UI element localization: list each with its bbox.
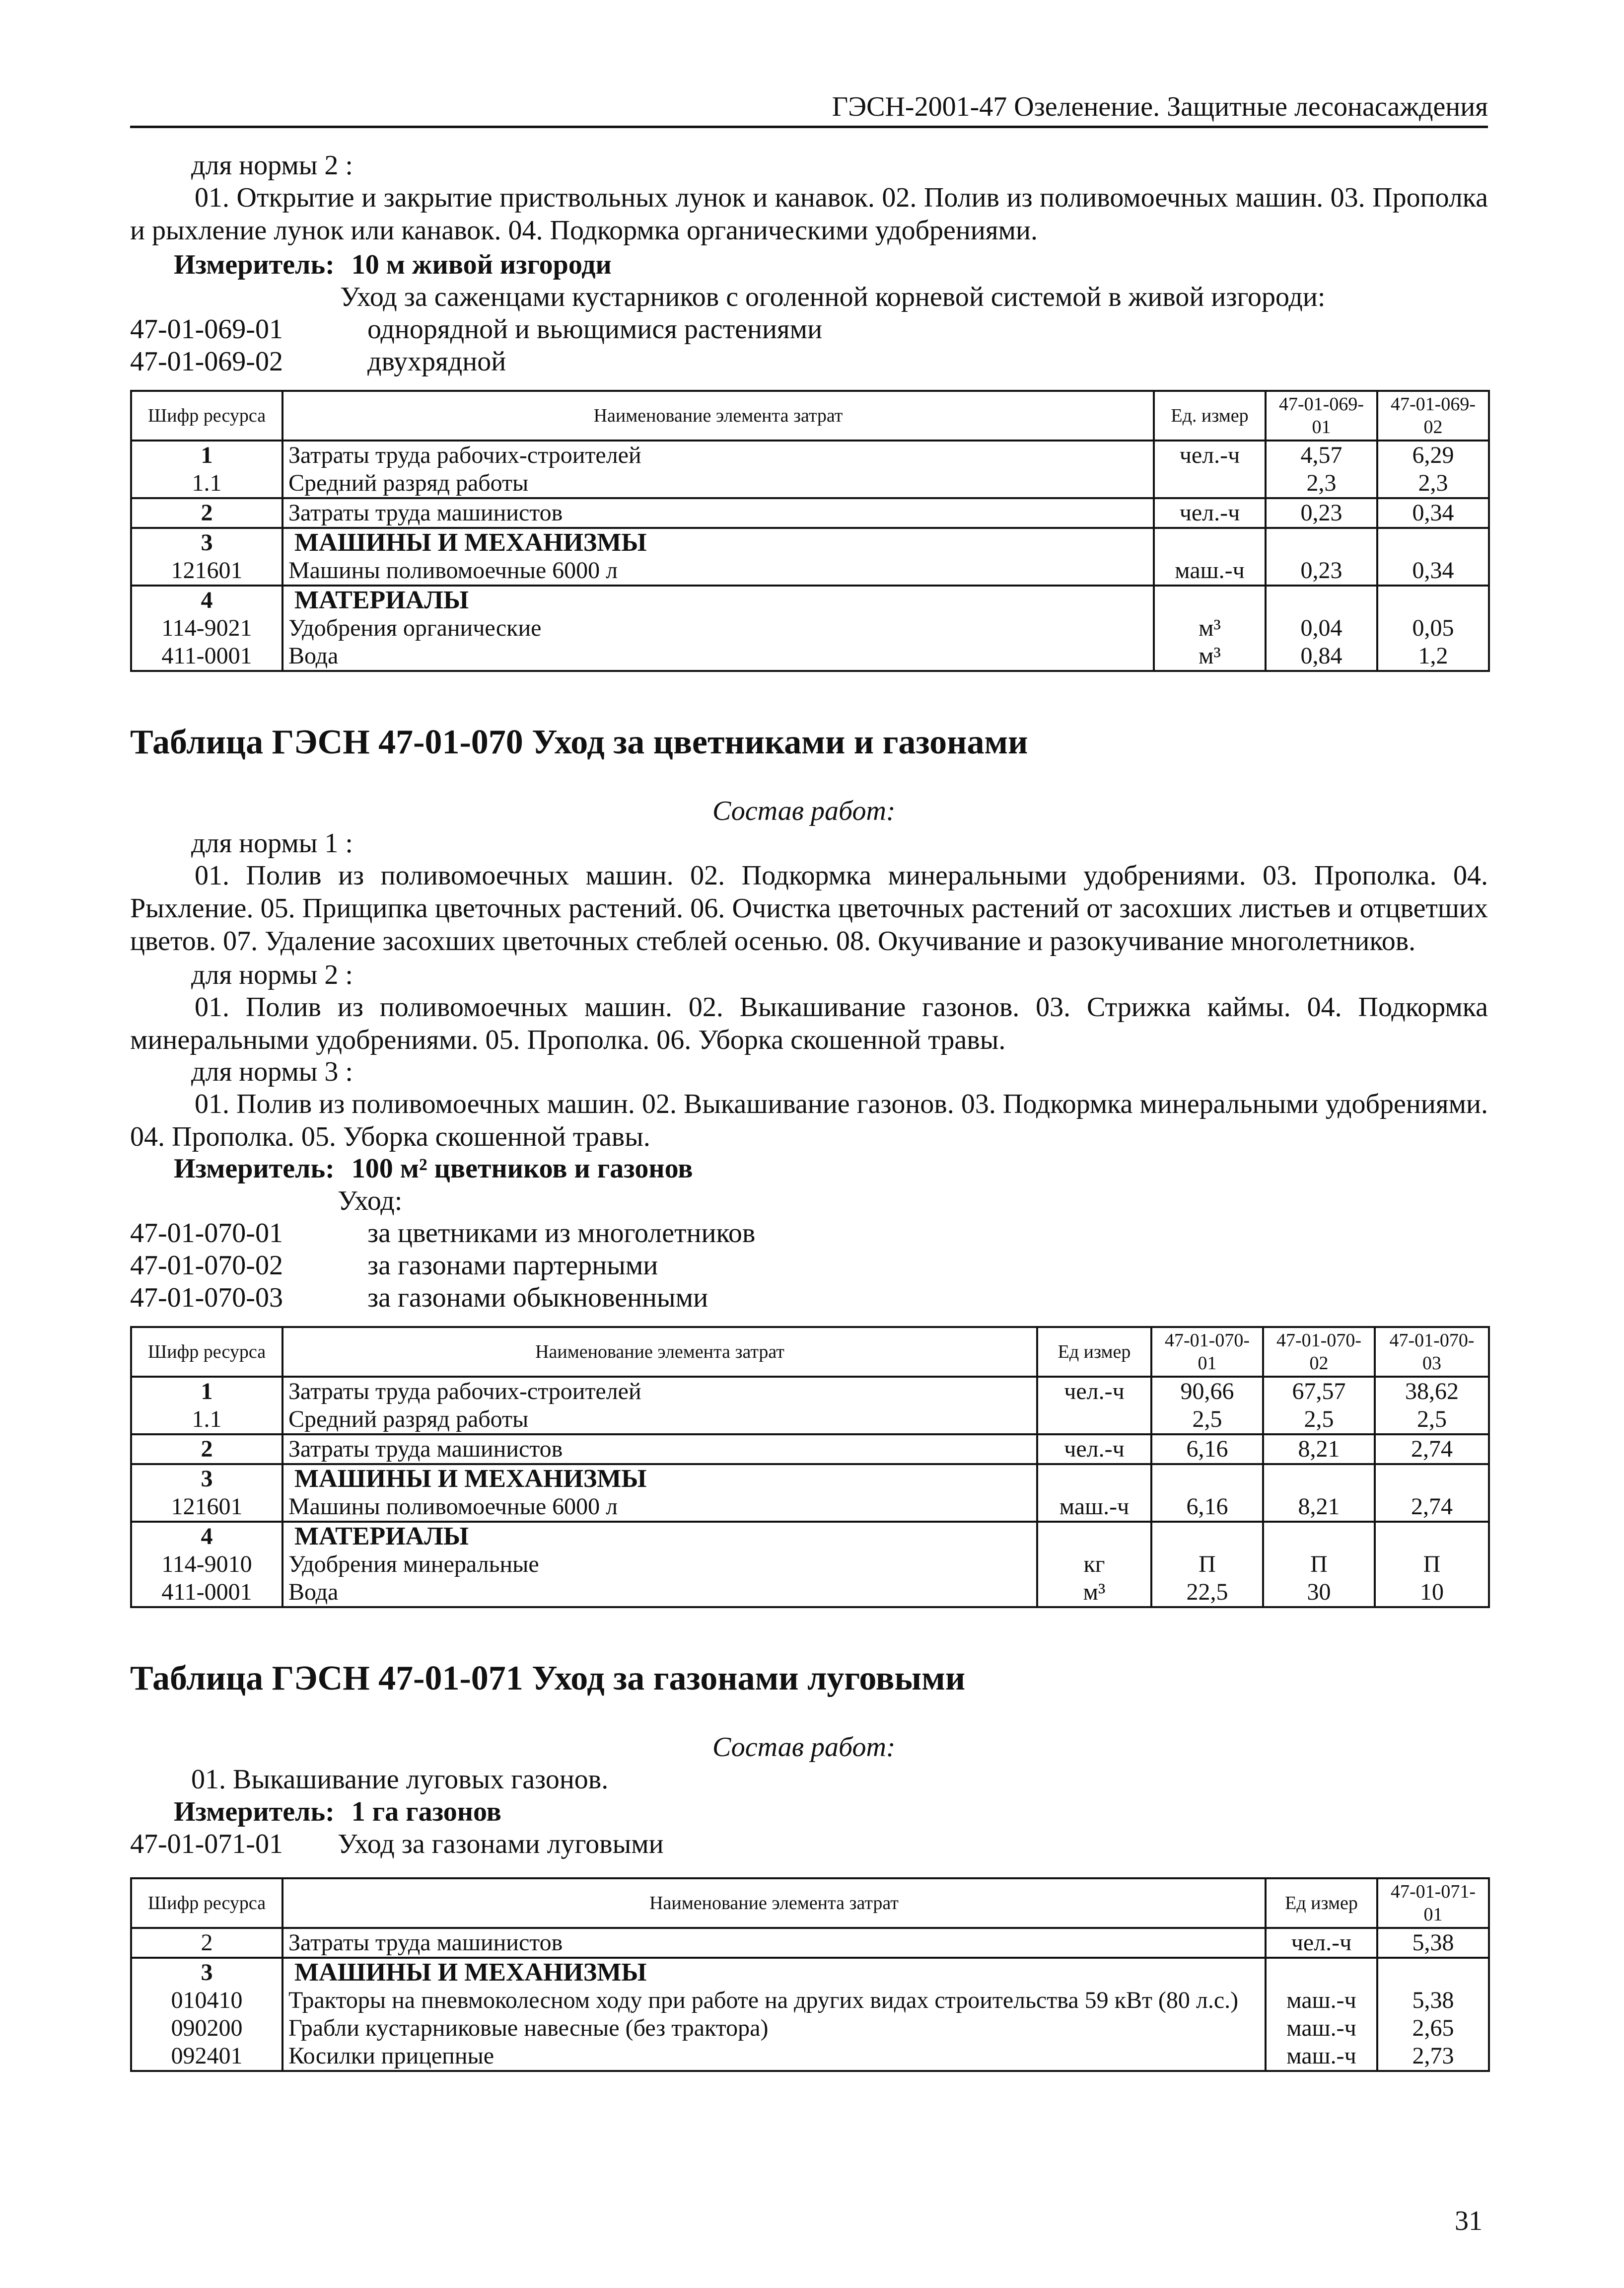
measure-line [174, 1152, 693, 1185]
works-text: 01. Полив из поливомоечных машин. 02. Выкашивание газонов. 03. Стрижка каймы. 04. Подкормка минеральными удобрениями. 05. Прополка. 06. Уборка скошенной травы. [130, 992, 1488, 1055]
cell-name: Машины поливомоечные 6000 л [282, 557, 1154, 586]
code-text: за газонами партерными [367, 1250, 658, 1281]
table-row [131, 557, 1489, 586]
cell-code: 411-0001 [131, 642, 282, 671]
cell-value: 0,84 [1266, 642, 1377, 671]
cell-name: Средний разряд работы [282, 469, 1154, 498]
table-row [131, 498, 1489, 528]
table-row [131, 1987, 1489, 2014]
cell-code: 2 [131, 498, 282, 528]
table-row [131, 1493, 1489, 1522]
cell-code: 1 [131, 441, 282, 469]
works-text: 01. Открытие и закрытие приствольных лунок и канавок. 02. Полив из поливомоечных машин. 03. Прополка и рыхление лунок или канавок. 04. Подкормка органическими удобрениями. [130, 182, 1488, 246]
header-cell: Шифр ресурса [131, 1327, 282, 1377]
cell-unit: м³ [1154, 642, 1266, 671]
code-text: за газонами обыкновенными [367, 1282, 708, 1313]
cell-value: 2,3 [1377, 469, 1489, 498]
cell-value: 0,23 [1266, 498, 1377, 528]
norm-label: для нормы 2 : [191, 959, 353, 990]
cell-value: 2,73 [1377, 2042, 1489, 2071]
cell-unit: маш.-ч [1266, 2042, 1377, 2071]
header-cell: Ед измер [1266, 1878, 1377, 1928]
cell-value: 5,38 [1377, 1987, 1489, 2014]
cell-value: 67,57 [1263, 1377, 1375, 1405]
cell-code: 411-0001 [131, 1578, 282, 1607]
header-cell: Наименование элемента затрат [282, 1878, 1266, 1928]
cell-code: 1.1 [131, 1405, 282, 1434]
cell-code: 114-9021 [131, 614, 282, 642]
header-cell: Наименование элемента затрат [282, 391, 1154, 441]
cell-unit: чел.-ч [1037, 1377, 1151, 1405]
cell-value: 6,29 [1377, 441, 1489, 469]
header-text: ГЭСН-2001-47 Озеленение. Защитные лесонасаждения [832, 91, 1488, 122]
measure-line [174, 1795, 501, 1828]
header-cell: Наименование элемента затрат [282, 1327, 1037, 1377]
norm-label: для нормы 2 : [191, 150, 353, 181]
cell-name: Затраты труда машинистов [282, 1434, 1037, 1464]
table-header-row [131, 391, 1489, 441]
cell-code: 4 [131, 586, 282, 614]
cell-value: П [1375, 1550, 1489, 1578]
cell-name: Средний разряд работы [282, 1405, 1037, 1434]
norm-label: для нормы 3 : [191, 1056, 353, 1087]
header-cell: Шифр ресурса [131, 1878, 282, 1928]
code-text: однорядной и вьющимися растениями [367, 314, 823, 345]
cell-value: 0,34 [1377, 557, 1489, 586]
resource-table-069 [130, 390, 1490, 672]
cell-value: 6,16 [1151, 1493, 1263, 1522]
cell-value: 4,57 [1266, 441, 1377, 469]
cell-value: 10 [1375, 1578, 1489, 1607]
cell-value [1263, 1464, 1375, 1493]
cell-value: 2,5 [1263, 1405, 1375, 1434]
cell-section-name: МАШИНЫ И МЕХАНИЗМЫ [282, 1464, 1037, 1493]
cell-name: Грабли кустарниковые навесные (без трактора) [282, 2014, 1266, 2042]
cell-name: Затраты труда рабочих-строителей [282, 441, 1154, 469]
table-row [131, 2014, 1489, 2042]
code-code: 47-01-070-02 [130, 1250, 283, 1281]
code-caption: Уход: [338, 1185, 403, 1216]
header-cell: Ед измер [1037, 1327, 1151, 1377]
resource-table-070 [130, 1326, 1490, 1608]
cell-value: П [1151, 1550, 1263, 1578]
cell-value: 2,65 [1377, 2014, 1489, 2042]
cell-value: 8,21 [1263, 1493, 1375, 1522]
table-row [131, 1405, 1489, 1434]
cell-value [1377, 586, 1489, 614]
cell-value: 8,21 [1263, 1434, 1375, 1464]
table-row [131, 2042, 1489, 2071]
resource-table-071 [130, 1877, 1490, 2072]
table-row [131, 1578, 1489, 1607]
cell-value: 38,62 [1375, 1377, 1489, 1405]
table-row [131, 441, 1489, 469]
cell-section-name: МАШИНЫ И МЕХАНИЗМЫ [282, 528, 1154, 557]
cell-code: 090200 [131, 2014, 282, 2042]
cell-value: 1,2 [1377, 642, 1489, 671]
table-header-row [131, 1327, 1489, 1377]
table-row [131, 1958, 1489, 1987]
cell-name: Вода [282, 1578, 1037, 1607]
cell-unit [1154, 586, 1266, 614]
cell-unit [1037, 1405, 1151, 1434]
cell-value: 22,5 [1151, 1578, 1263, 1607]
code-code: 47-01-069-01 [130, 314, 283, 345]
composition-heading: Состав работ: [712, 796, 896, 826]
cell-unit: м³ [1037, 1578, 1151, 1607]
header-cell: 47-01-069-01 [1266, 391, 1377, 441]
cell-code: 2 [131, 1434, 282, 1464]
header-cell: 47-01-071-01 [1377, 1878, 1489, 1928]
norm-label: для нормы 1 : [191, 828, 353, 859]
cell-value: 6,16 [1151, 1434, 1263, 1464]
cell-value [1377, 528, 1489, 557]
table-row [131, 1550, 1489, 1578]
measure-label: Измеритель: [174, 1796, 335, 1827]
cell-name: Вода [282, 642, 1154, 671]
cell-value: 2,74 [1375, 1493, 1489, 1522]
cell-value: 2,3 [1266, 469, 1377, 498]
cell-code: 2 [131, 1928, 282, 1958]
cell-value [1151, 1464, 1263, 1493]
cell-unit: маш.-ч [1266, 1987, 1377, 2014]
works-text: 01. Полив из поливомоечных машин. 02. Подкормка минеральными удобрениями. 03. Прополка. 04. Рыхление. 05. Прищипка цветочных растений. 06. Очистка цветочных растений от засохших листьев и отцветших цветов. 07. Удаление засохших цветочных стеблей осенью. 08. Окучивание и разокучивание многолетников. [130, 860, 1488, 957]
measure-value: 100 м² цветников и газонов [351, 1153, 693, 1184]
table-row [131, 469, 1489, 498]
cell-unit: м³ [1154, 614, 1266, 642]
table-row [131, 642, 1489, 671]
cell-code: 121601 [131, 1493, 282, 1522]
table-row [131, 586, 1489, 614]
measure-value: 1 га газонов [351, 1796, 501, 1827]
table-row [131, 528, 1489, 557]
code-text: за цветниками из многолетников [367, 1218, 756, 1249]
running-header [130, 87, 1488, 128]
cell-code: 121601 [131, 557, 282, 586]
cell-unit: кг [1037, 1550, 1151, 1578]
cell-value [1263, 1522, 1375, 1550]
cell-name: Удобрения минеральные [282, 1550, 1037, 1578]
table-row [131, 1434, 1489, 1464]
header-cell: 47-01-070-03 [1375, 1327, 1489, 1377]
cell-code: 1 [131, 1377, 282, 1405]
header-cell: Шифр ресурса [131, 391, 282, 441]
cell-unit: чел.-ч [1266, 1928, 1377, 1958]
code-code: 47-01-071-01 [130, 1829, 283, 1859]
cell-unit: чел.-ч [1154, 441, 1266, 469]
code-code: 47-01-069-02 [130, 346, 283, 377]
cell-code: 3 [131, 1464, 282, 1493]
code-text: Уход за газонами луговыми [338, 1829, 664, 1859]
code-code: 47-01-070-03 [130, 1282, 283, 1313]
section-title: Таблица ГЭСН 47-01-070 Уход за цветниками и газонами [130, 723, 1028, 761]
cell-unit: чел.-ч [1154, 498, 1266, 528]
cell-value: 0,05 [1377, 614, 1489, 642]
cell-value: 5,38 [1377, 1928, 1489, 1958]
cell-value: 2,5 [1151, 1405, 1263, 1434]
cell-name: Затраты труда машинистов [282, 498, 1154, 528]
cell-unit [1154, 469, 1266, 498]
works-text: 01. Выкашивание луговых газонов. [191, 1764, 609, 1795]
cell-name: Затраты труда рабочих-строителей [282, 1377, 1037, 1405]
works-text: 01. Полив из поливомоечных машин. 02. Выкашивание газонов. 03. Подкормка минеральными удобрениями. 04. Прополка. 05. Уборка скошенной травы. [130, 1089, 1488, 1152]
cell-value: 0,23 [1266, 557, 1377, 586]
cell-value: 2,74 [1375, 1434, 1489, 1464]
cell-unit [1037, 1522, 1151, 1550]
cell-value [1266, 528, 1377, 557]
cell-code: 092401 [131, 2042, 282, 2071]
code-text: двухрядной [367, 346, 506, 377]
header-cell: 47-01-070-02 [1263, 1327, 1375, 1377]
cell-value [1266, 586, 1377, 614]
cell-code: 1.1 [131, 469, 282, 498]
cell-code: 3 [131, 1958, 282, 1987]
cell-name: Тракторы на пневмоколесном ходу при работе на других видах строительства 59 кВт (80 л.с.) [282, 1987, 1266, 2014]
table-row [131, 1522, 1489, 1550]
cell-name: Косилки прицепные [282, 2042, 1266, 2071]
table-row [131, 1464, 1489, 1493]
cell-value: 30 [1263, 1578, 1375, 1607]
measure-line [174, 248, 612, 281]
code-code: 47-01-070-01 [130, 1218, 283, 1249]
measure-label: Измеритель: [174, 249, 335, 280]
cell-name: Машины поливомоечные 6000 л [282, 1493, 1037, 1522]
table-row [131, 1377, 1489, 1405]
cell-section-name: МАТЕРИАЛЫ [282, 1522, 1037, 1550]
header-cell: 47-01-070-01 [1151, 1327, 1263, 1377]
cell-unit: маш.-ч [1037, 1493, 1151, 1522]
cell-value [1377, 1958, 1489, 1987]
table-header-row [131, 1878, 1489, 1928]
cell-unit [1037, 1464, 1151, 1493]
code-caption: Уход за саженцами кустарников с оголенной корневой системой в живой изгороди: [340, 282, 1326, 312]
cell-section-name: МАТЕРИАЛЫ [282, 586, 1154, 614]
cell-code: 010410 [131, 1987, 282, 2014]
cell-name: Затраты труда машинистов [282, 1928, 1266, 1958]
table-row [131, 1928, 1489, 1958]
measure-label: Измеритель: [174, 1153, 335, 1184]
cell-unit: чел.-ч [1037, 1434, 1151, 1464]
header-cell: Ед. измер [1154, 391, 1266, 441]
composition-heading: Состав работ: [712, 1732, 896, 1763]
page-number: 31 [1455, 2206, 1483, 2236]
cell-value: 2,5 [1375, 1405, 1489, 1434]
cell-code: 3 [131, 528, 282, 557]
cell-unit: маш.-ч [1266, 2014, 1377, 2042]
cell-section-name: МАШИНЫ И МЕХАНИЗМЫ [282, 1958, 1266, 1987]
cell-unit [1266, 1958, 1377, 1987]
cell-value [1375, 1464, 1489, 1493]
cell-value: 0,34 [1377, 498, 1489, 528]
measure-value: 10 м живой изгороди [351, 249, 612, 280]
cell-value: 0,04 [1266, 614, 1377, 642]
cell-name: Удобрения органические [282, 614, 1154, 642]
cell-code: 114-9010 [131, 1550, 282, 1578]
cell-value [1375, 1522, 1489, 1550]
cell-value [1151, 1522, 1263, 1550]
section-title: Таблица ГЭСН 47-01-071 Уход за газонами луговыми [130, 1659, 966, 1698]
cell-value: 90,66 [1151, 1377, 1263, 1405]
cell-unit: маш.-ч [1154, 557, 1266, 586]
header-cell: 47-01-069-02 [1377, 391, 1489, 441]
cell-unit [1154, 528, 1266, 557]
cell-code: 4 [131, 1522, 282, 1550]
table-row [131, 614, 1489, 642]
cell-value: П [1263, 1550, 1375, 1578]
